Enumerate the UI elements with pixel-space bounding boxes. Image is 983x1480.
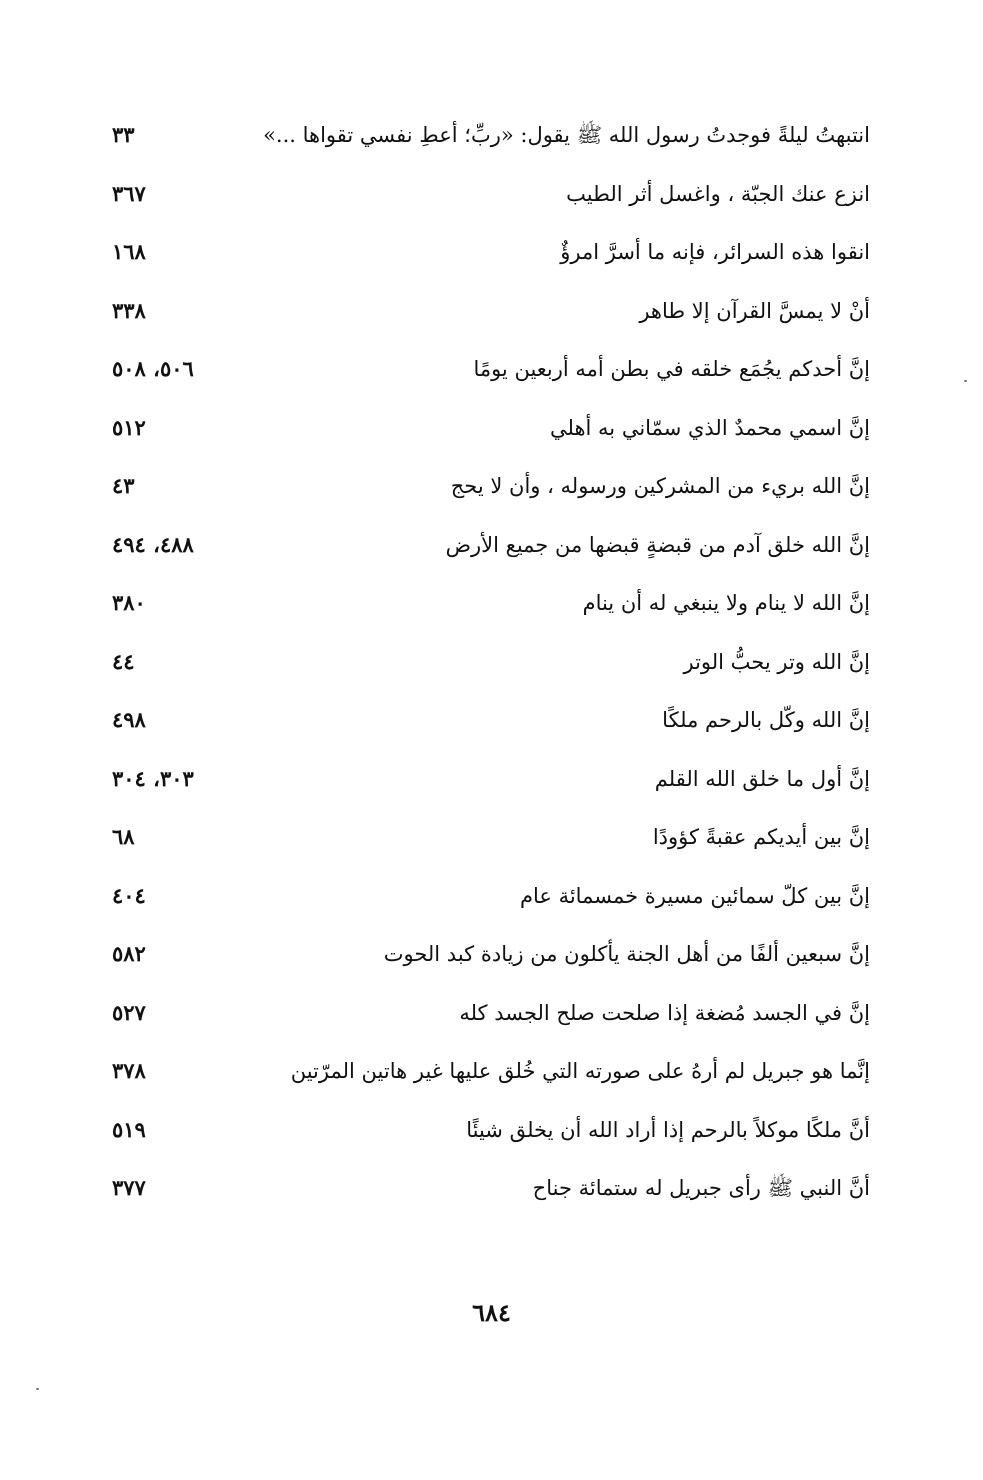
- entry-text: أنَّ النبي ﷺ رأى جبريل له ستمائة جناح: [532, 1176, 870, 1200]
- index-entry: [100, 401, 880, 460]
- index-entry: [100, 927, 880, 986]
- entry-text: انقوا هذه السرائر، فإنه ما أسرَّ امرؤٌ: [560, 240, 870, 264]
- index-entry: [100, 284, 880, 343]
- index-entry: [100, 693, 880, 752]
- entry-text: إنَّما هو جبريل لم أرهُ على صورته التي خُلق عليها غير هاتين المرّتين: [290, 1059, 870, 1083]
- entry-page-ref: ٦٨: [112, 824, 135, 849]
- entry-page-ref: ٤٩٨: [112, 707, 146, 732]
- entry-page-ref: ٤٤: [112, 648, 135, 674]
- index-entry: [100, 167, 880, 226]
- scan-speck: [964, 380, 967, 382]
- entry-page-ref: ٣٣٨: [112, 297, 146, 323]
- entry-page-ref: ٥٨٢: [112, 941, 146, 966]
- index-entry: [100, 810, 880, 869]
- index-entry: [100, 635, 880, 694]
- index-entry: [100, 1161, 880, 1220]
- index-entry: [100, 342, 880, 401]
- entry-page-ref: ٥١٢: [112, 414, 146, 440]
- entry-text: إنَّ الله خلق آدم من قبضةٍ قبضها من جميع الأرض: [445, 532, 870, 557]
- index-entry: [100, 1103, 880, 1162]
- entry-text: إنَّ الله وتر يحبُّ الوتر: [683, 649, 870, 674]
- entry-text: إنَّ بين أيديكم عقبةً كؤودًا: [652, 825, 870, 849]
- hadith-index-list: [100, 108, 880, 1220]
- entry-text: إنَّ الله بريء من المشركين ورسوله ، وأن لا يحج: [450, 474, 870, 498]
- entry-page-ref: ١٦٨: [112, 239, 146, 264]
- entry-text: إنَّ الله وكّل بالرحم ملكًا: [662, 708, 870, 732]
- entry-page-ref: ٣٠٣، ٣٠٤: [112, 765, 194, 791]
- index-entry: [100, 986, 880, 1045]
- index-entry: [100, 1044, 880, 1103]
- entry-page-ref: ٤٠٤: [112, 882, 146, 908]
- entry-page-ref: ٣٦٧: [112, 180, 146, 206]
- entry-page-ref: ٤٣: [112, 473, 135, 498]
- index-entry: [100, 752, 880, 811]
- scan-speck: [36, 1388, 39, 1390]
- entry-page-ref: ٣٣: [112, 122, 135, 147]
- entry-page-ref: ٤٨٨، ٤٩٤: [112, 531, 194, 557]
- entry-text: إنَّ بين كلّ سمائين مسيرة خمسمائة عام: [519, 883, 870, 908]
- entry-page-ref: ٣٨٠: [112, 590, 146, 615]
- index-entry: [100, 108, 880, 167]
- index-entry: [100, 576, 880, 635]
- entry-page-ref: ٥٠٦، ٥٠٨: [112, 356, 194, 381]
- entry-page-ref: ٣٧٧: [112, 1175, 146, 1200]
- entry-text: إنَّ اسمي محمدٌ الذي سمّاني به أهلي: [550, 415, 870, 440]
- index-entry: [100, 459, 880, 518]
- entry-text: أنْ لا يمسَّ القرآن إلا طاهر: [639, 298, 870, 323]
- entry-page-ref: ٣٧٨: [112, 1058, 146, 1083]
- entry-page-ref: ٥١٩: [112, 1116, 146, 1142]
- entry-text: انتبهتُ ليلةً فوجدتُ رسول الله ﷺ يقول: «ربِّ؛ أعطِ نفسي تقواها ...»: [263, 123, 870, 147]
- entry-text: إنَّ في الجسد مُضغة إذا صلحت صلح الجسد كله: [459, 1000, 870, 1025]
- page-number: ٦٨٤: [472, 1298, 511, 1327]
- entry-text: أنَّ ملكًا موكلاً بالرحم إذا أراد الله أن يخلق شيئًا: [466, 1117, 870, 1142]
- index-entry: [100, 869, 880, 928]
- entry-text: إنَّ أحدكم يجُمَع خلقه في بطن أمه أربعين يومًا: [473, 357, 870, 381]
- index-entry: [100, 225, 880, 284]
- entry-text: انزع عنك الجبّة ، واغسل أثر الطيب: [566, 181, 870, 206]
- entry-text: إنَّ أول ما خلق الله القلم: [654, 766, 870, 791]
- entry-page-ref: ٥٢٧: [112, 999, 146, 1025]
- index-entry: [100, 518, 880, 577]
- entry-text: إنَّ سبعين ألفًا من أهل الجنة يأكلون من زيادة كبد الحوت: [383, 942, 870, 966]
- entry-text: إنَّ الله لا ينام ولا ينبغي له أن ينام: [582, 591, 870, 615]
